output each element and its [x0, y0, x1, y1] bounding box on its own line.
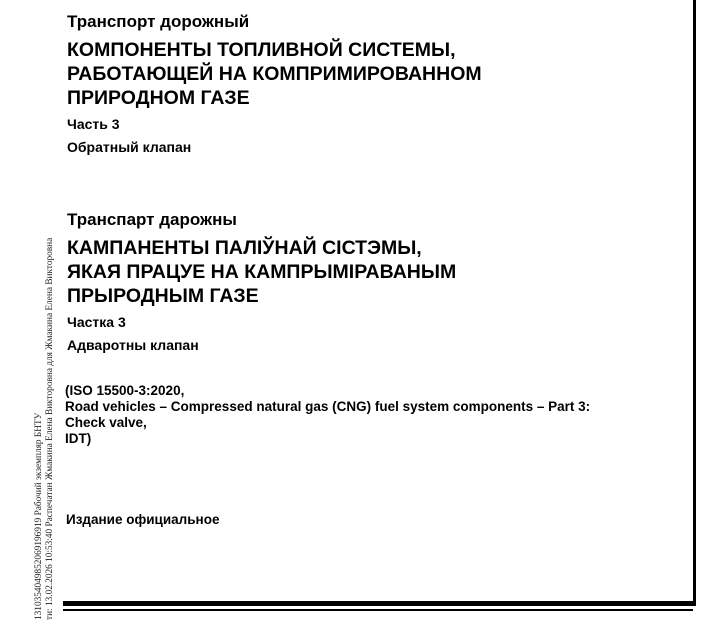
belarusian-main-title-line: КАМПАНЕНТЫ ПАЛІЎНАЙ СІСТЭМЫ, — [67, 237, 422, 259]
bottom-rule-thick — [63, 601, 693, 606]
russian-title-block — [67, 12, 482, 156]
belarusian-part-title: Адваротны клапан — [67, 337, 199, 353]
russian-part-title: Обратный клапан — [67, 139, 192, 155]
bottom-rule-thin — [63, 609, 693, 611]
belarusian-title-block — [67, 210, 456, 354]
russian-main-title-line: КОМПОНЕНТЫ ТОПЛИВНОЙ СИСТЕМЫ, — [67, 39, 456, 61]
belarusian-main-title-line: ЯКАЯ ПРАЦУЕ НА КАМПРЫМІРАВАНЫМ — [67, 261, 457, 283]
edition-label: Издание официальное — [66, 512, 220, 527]
russian-main-title-line: РАБОТАЮЩЕЙ НА КОМПРИМИРОВАННОМ — [67, 63, 482, 85]
russian-series-title: Транспорт дорожный — [67, 12, 250, 31]
side-print-stamp — [34, 100, 56, 620]
belarusian-part-number: Частка 3 — [67, 314, 126, 330]
belarusian-main-title-line: ПРЫРОДНЫМ ГАЗЕ — [67, 285, 259, 307]
iso-reference-line: IDT) — [65, 431, 92, 446]
iso-reference-line: Check valve, — [65, 415, 147, 430]
side-stamp-line: ти: 13.02.2026 10:53:40 Распечатан Жмакина Елена Викторовна для Жмакина Елена Викторовна — [45, 237, 55, 620]
belarusian-series-title: Транспарт дарожны — [67, 210, 237, 229]
russian-main-title-line: ПРИРОДНОМ ГАЗЕ — [67, 87, 250, 109]
iso-reference-line: Road vehicles – Compressed natural gas (CNG) fuel system components – Part 3: — [65, 399, 591, 414]
russian-part-number: Часть 3 — [67, 116, 120, 132]
side-stamp-line: 1310354049852069196919 Рабочий экземпляр БНТУ — [34, 412, 44, 620]
iso-reference-line: (ISO 15500-3:2020, — [65, 383, 185, 398]
iso-reference-block — [65, 383, 590, 447]
page-frame-right-border — [693, 0, 696, 606]
